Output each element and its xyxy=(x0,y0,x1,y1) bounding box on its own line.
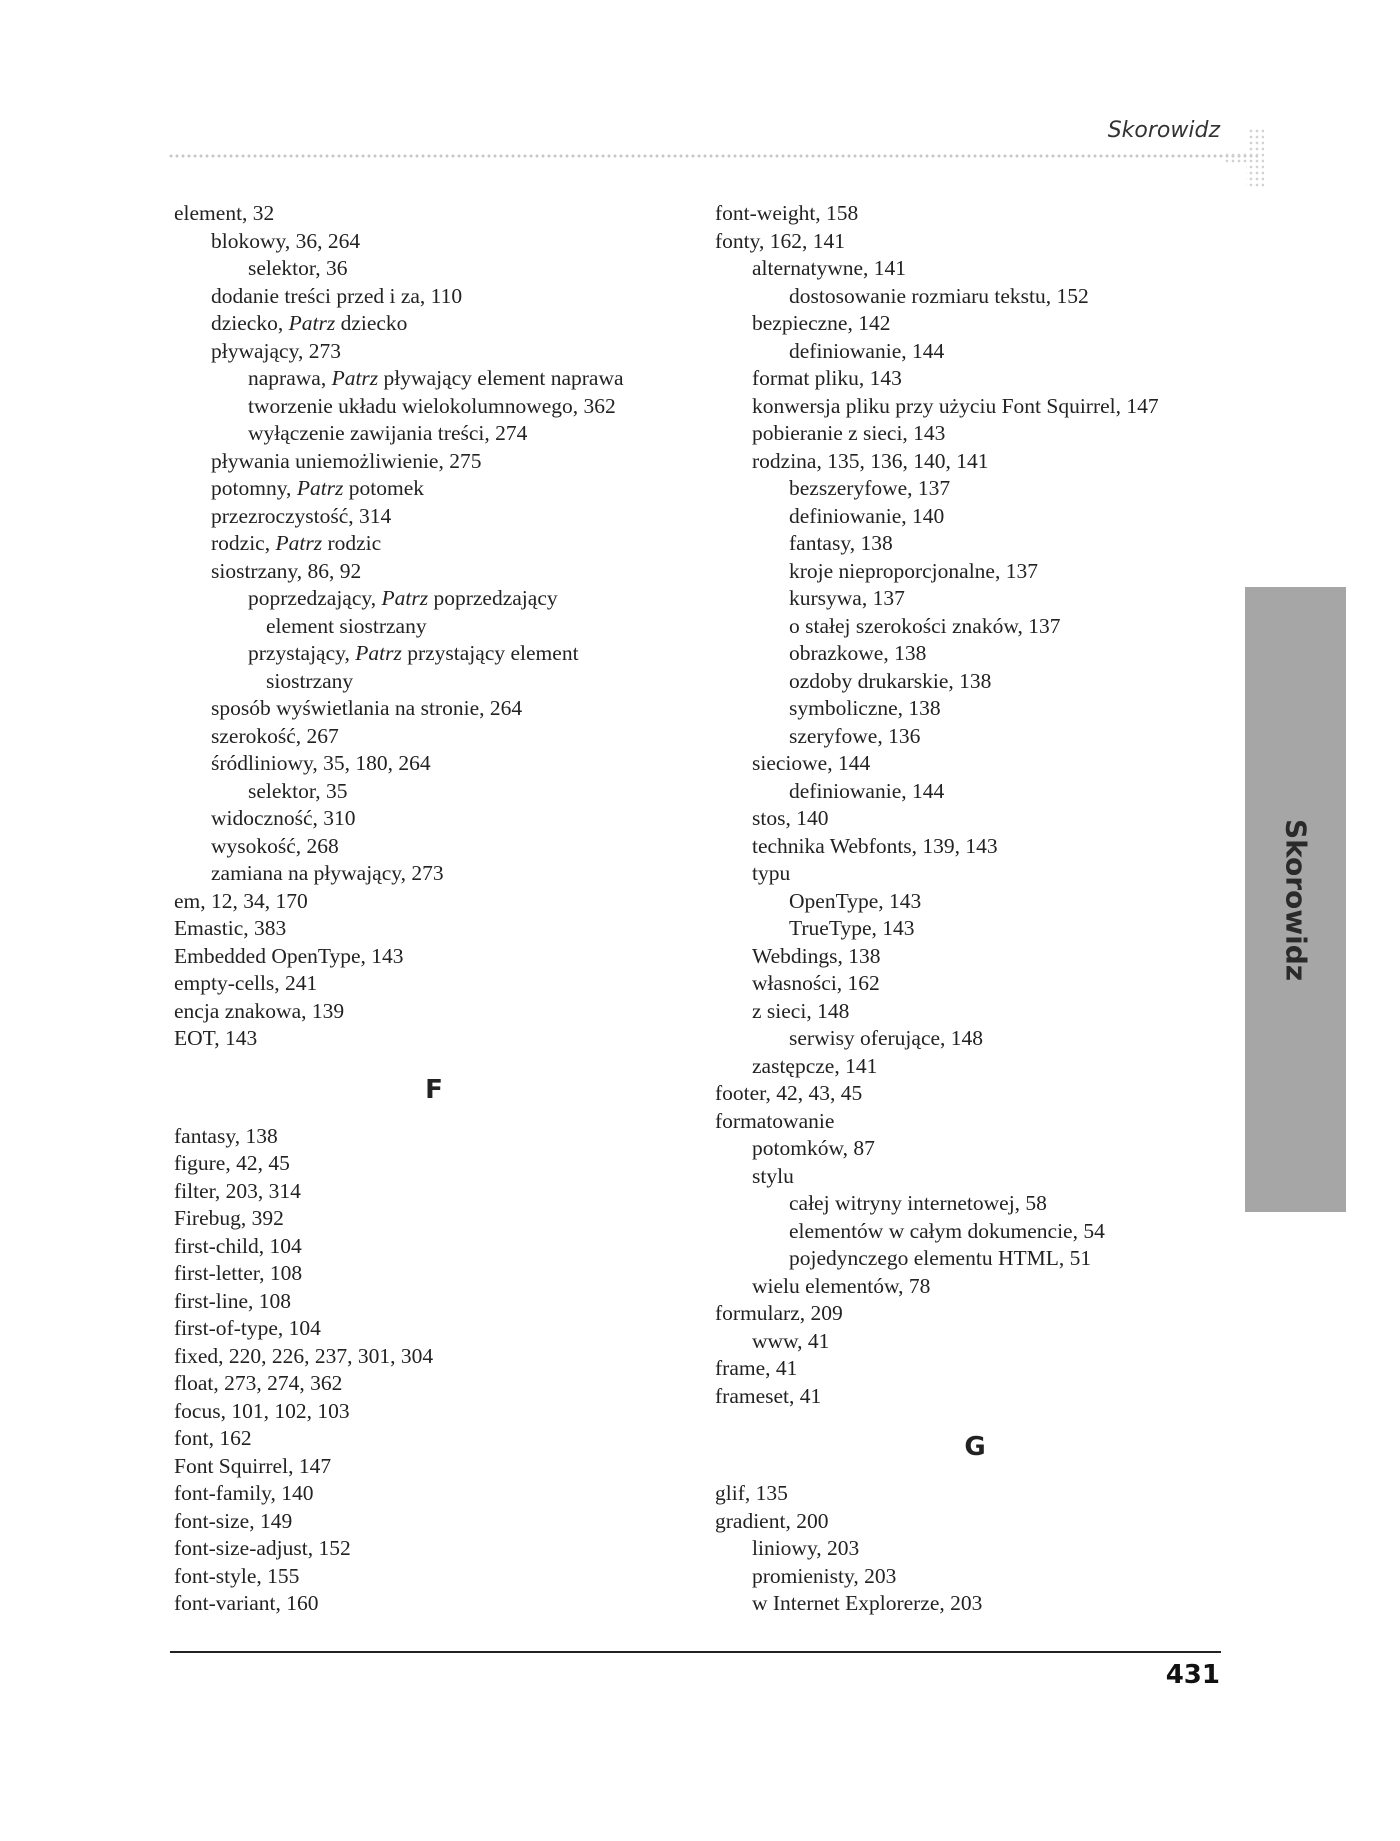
index-entry xyxy=(715,1108,1235,1136)
entry-text: formularz, 209 xyxy=(715,1301,843,1325)
index-entry xyxy=(174,283,694,311)
index-entry xyxy=(174,310,694,338)
entry-text: first-letter, 108 xyxy=(174,1261,303,1285)
entry-text: pływający element naprawa xyxy=(378,366,624,390)
entry-text: pobieranie z sieci, 143 xyxy=(752,421,946,445)
entry-text: przystający element xyxy=(401,641,579,665)
index-entry xyxy=(174,888,694,916)
index-entry xyxy=(174,970,694,998)
index-entry xyxy=(715,338,1235,366)
index-entry xyxy=(174,503,694,531)
page-number: 431 xyxy=(1165,1660,1220,1690)
entry-text: kroje nieproporcjonalne, 137 xyxy=(789,558,1038,583)
index-entry xyxy=(174,1150,694,1178)
entry-text: potomek xyxy=(343,476,425,500)
index-entry xyxy=(715,1590,1235,1618)
index-entry xyxy=(174,1315,694,1343)
entry-text: definiowanie, 140 xyxy=(789,503,945,528)
index-entry xyxy=(174,1563,694,1591)
index-entry xyxy=(174,393,694,421)
index-entry xyxy=(174,750,694,778)
entry-text: Emastic, 383 xyxy=(174,916,287,940)
index-entry xyxy=(715,365,1235,393)
index-entry xyxy=(715,833,1235,861)
index-column-left xyxy=(174,200,694,1618)
see-reference: Patrz xyxy=(355,641,402,665)
index-entry xyxy=(715,860,1235,888)
entry-text: sieciowe, 144 xyxy=(752,751,871,775)
entry-text: first-of-type, 104 xyxy=(174,1316,321,1340)
index-entry xyxy=(715,1508,1235,1536)
see-reference: Patrz xyxy=(296,476,344,500)
entry-text: first-child, 104 xyxy=(174,1233,302,1258)
entry-text: wielu elementów, 78 xyxy=(752,1273,931,1298)
index-entry xyxy=(174,1453,694,1481)
entry-text: stos, 140 xyxy=(752,806,829,830)
index-entry xyxy=(715,943,1235,971)
section-side-tab xyxy=(1245,587,1346,1212)
index-entry xyxy=(174,1233,694,1261)
entry-text: rodzic, xyxy=(211,531,276,555)
entry-text: bezpieczne, 142 xyxy=(752,311,891,335)
entry-text: obrazkowe, 138 xyxy=(789,641,927,665)
index-entry xyxy=(174,1288,694,1316)
entry-text: przystający, xyxy=(248,641,356,665)
index-entry xyxy=(715,530,1235,558)
index-entry xyxy=(174,1025,694,1053)
entry-text: naprawa, xyxy=(248,366,332,390)
index-entry xyxy=(715,1300,1235,1328)
entry-text: wyłączenie zawijania treści, 274 xyxy=(248,421,528,445)
entry-text: technika Webfonts, 139, 143 xyxy=(752,833,998,858)
entry-text: OpenType, 143 xyxy=(789,888,922,913)
index-entry xyxy=(174,420,694,448)
entry-text: footer, 42, 43, 45 xyxy=(715,1081,863,1105)
index-entry xyxy=(715,1563,1235,1591)
index-entry xyxy=(174,200,694,228)
entry-text: www, 41 xyxy=(752,1328,830,1353)
index-column-right xyxy=(715,200,1235,1618)
index-entry xyxy=(715,613,1235,641)
index-entry xyxy=(715,805,1235,833)
index-entry xyxy=(715,723,1235,751)
entry-text: z sieci, 148 xyxy=(752,998,850,1023)
index-entry xyxy=(715,1328,1235,1356)
entry-text: liniowy, 203 xyxy=(752,1536,860,1560)
entry-text: font-weight, 158 xyxy=(715,201,859,225)
entry-text: float, 273, 274, 362 xyxy=(174,1371,343,1395)
entry-text: zastępcze, 141 xyxy=(752,1053,878,1078)
section-letter-heading: F xyxy=(425,1074,443,1105)
index-entry xyxy=(715,283,1235,311)
entry-text: Font Squirrel, 147 xyxy=(174,1453,332,1478)
index-entry xyxy=(715,1355,1235,1383)
entry-text: font-size-adjust, 152 xyxy=(174,1536,351,1560)
entry-text: fantasy, 138 xyxy=(789,531,893,555)
entry-text: rodzina, 135, 136, 140, 141 xyxy=(752,448,989,473)
entry-text: serwisy oferujące, 148 xyxy=(789,1026,984,1050)
entry-text: font-style, 155 xyxy=(174,1563,300,1588)
entry-text: śródliniowy, 35, 180, 264 xyxy=(211,751,431,775)
index-entry xyxy=(715,1135,1235,1163)
index-entry xyxy=(715,475,1235,503)
index-entry xyxy=(715,695,1235,723)
entry-text: fixed, 220, 226, 237, 301, 304 xyxy=(174,1343,434,1368)
index-entry xyxy=(174,695,694,723)
index-entry xyxy=(174,805,694,833)
entry-text: ozdoby drukarskie, 138 xyxy=(789,668,992,693)
index-entry xyxy=(715,255,1235,283)
index-entry xyxy=(174,1205,694,1233)
entry-text: wysokość, 268 xyxy=(211,833,339,858)
index-entry xyxy=(715,1383,1235,1411)
index-entry xyxy=(715,420,1235,448)
index-entry xyxy=(174,475,694,503)
entry-text: pływający, 273 xyxy=(211,338,341,363)
entry-text: encja znakowa, 139 xyxy=(174,998,345,1023)
index-entry xyxy=(715,228,1235,256)
index-entry xyxy=(715,1273,1235,1301)
index-entry xyxy=(715,1190,1235,1218)
entry-text: definiowanie, 144 xyxy=(789,778,945,803)
index-entry xyxy=(174,640,694,668)
index-entry xyxy=(174,255,694,283)
index-entry xyxy=(174,778,694,806)
index-entry xyxy=(174,558,694,586)
index-entry xyxy=(174,668,694,696)
index-entry xyxy=(174,723,694,751)
dotted-header-rule xyxy=(168,153,1258,159)
entry-text: szeryfowe, 136 xyxy=(789,723,921,748)
index-entry xyxy=(715,1025,1235,1053)
index-entry xyxy=(174,1260,694,1288)
entry-text: sposób wyświetlania na stronie, 264 xyxy=(211,696,523,720)
index-entry xyxy=(715,668,1235,696)
index-entry xyxy=(715,970,1235,998)
index-entry xyxy=(715,393,1235,421)
entry-text: empty-cells, 241 xyxy=(174,971,318,995)
index-entry xyxy=(174,1480,694,1508)
entry-text: Firebug, 392 xyxy=(174,1206,284,1230)
entry-text: bezszeryfowe, 137 xyxy=(789,476,951,500)
entry-text: poprzedzający, xyxy=(248,586,382,610)
entry-text: kursywa, 137 xyxy=(789,586,905,610)
section-letter-heading: G xyxy=(964,1432,986,1462)
entry-text: format pliku, 143 xyxy=(752,366,902,390)
index-entry xyxy=(174,943,694,971)
index-entry xyxy=(715,915,1235,943)
index-entry xyxy=(174,530,694,558)
entry-text: alternatywne, 141 xyxy=(752,256,907,280)
entry-text: em, 12, 34, 170 xyxy=(174,888,308,913)
entry-text: focus, 101, 102, 103 xyxy=(174,1398,350,1423)
entry-text: dodanie treści przed i za, 110 xyxy=(211,283,463,308)
index-entry xyxy=(174,915,694,943)
index-entry xyxy=(715,1218,1235,1246)
entry-text: zamiana na pływający, 273 xyxy=(211,861,444,885)
entry-text: frame, 41 xyxy=(715,1356,798,1380)
entry-text: dziecko xyxy=(335,311,408,335)
index-entry xyxy=(715,448,1235,476)
entry-text: fantasy, 138 xyxy=(174,1123,278,1148)
see-reference: Patrz xyxy=(381,586,429,610)
entry-text: blokowy, 36, 264 xyxy=(211,228,361,253)
index-entry xyxy=(174,1398,694,1426)
entry-text: poprzedzający xyxy=(428,586,558,610)
entry-text: font-family, 140 xyxy=(174,1481,314,1505)
index-entry xyxy=(715,310,1235,338)
entry-text: glif, 135 xyxy=(715,1481,788,1505)
index-entry xyxy=(174,1343,694,1371)
entry-text: przezroczystość, 314 xyxy=(211,503,392,528)
entry-text: selektor, 36 xyxy=(248,256,348,280)
entry-text: promienisty, 203 xyxy=(752,1563,897,1588)
index-entry xyxy=(174,448,694,476)
index-entry xyxy=(715,1163,1235,1191)
entry-text: potomny, xyxy=(211,476,297,500)
entry-text: potomków, 87 xyxy=(752,1136,875,1160)
entry-text: dziecko, xyxy=(211,311,289,335)
entry-text: definiowanie, 144 xyxy=(789,338,945,363)
entry-text: filter, 203, 314 xyxy=(174,1178,301,1203)
entry-text: element, 32 xyxy=(174,201,275,225)
index-entry xyxy=(715,888,1235,916)
corner-dots-ornament xyxy=(1224,128,1264,188)
see-reference: Patrz xyxy=(275,531,323,555)
index-entry xyxy=(715,1053,1235,1081)
index-entry xyxy=(174,228,694,256)
entry-text: szerokość, 267 xyxy=(211,723,339,748)
entry-text: Webdings, 138 xyxy=(752,943,881,968)
entry-text: własności, 162 xyxy=(752,971,880,995)
entry-text: w Internet Explorerze, 203 xyxy=(752,1591,983,1615)
entry-text: Embedded OpenType, 143 xyxy=(174,943,404,968)
index-entry xyxy=(715,750,1235,778)
index-entry xyxy=(715,1080,1235,1108)
index-entry xyxy=(174,1590,694,1618)
index-entry xyxy=(715,200,1235,228)
entry-text: stylu xyxy=(752,1163,794,1188)
index-entry xyxy=(715,1535,1235,1563)
entry-text: typu xyxy=(752,861,791,885)
entry-text: pojedynczego elementu HTML, 51 xyxy=(789,1246,1092,1270)
entry-text: formatowanie xyxy=(715,1108,835,1133)
entry-text: TrueType, 143 xyxy=(789,916,915,940)
entry-text: całej witryny internetowej, 58 xyxy=(789,1191,1047,1215)
index-entry xyxy=(715,998,1235,1026)
entry-text: first-line, 108 xyxy=(174,1288,292,1313)
entry-text: element siostrzany xyxy=(266,613,427,638)
index-entry xyxy=(174,585,694,613)
entry-text: font-variant, 160 xyxy=(174,1591,319,1615)
entry-text: EOT, 143 xyxy=(174,1026,258,1050)
entry-text: symboliczne, 138 xyxy=(789,696,941,720)
index-entry xyxy=(174,613,694,641)
index-entry xyxy=(715,778,1235,806)
entry-text: siostrzany xyxy=(266,668,354,693)
index-entry xyxy=(174,1425,694,1453)
entry-text: konwersja pliku przy użyciu Font Squirrel, 147 xyxy=(752,393,1159,418)
index-entry xyxy=(715,503,1235,531)
index-entry xyxy=(715,558,1235,586)
index-entry xyxy=(174,365,694,393)
see-reference: Patrz xyxy=(288,311,336,335)
index-entry xyxy=(174,860,694,888)
entry-text: frameset, 41 xyxy=(715,1383,822,1408)
index-entry xyxy=(174,998,694,1026)
entry-text: font, 162 xyxy=(174,1426,252,1450)
entry-text: gradient, 200 xyxy=(715,1508,829,1533)
entry-text: fonty, 162, 141 xyxy=(715,228,845,253)
index-entry xyxy=(174,1123,694,1151)
index-entry xyxy=(715,1245,1235,1273)
index-entry xyxy=(174,1178,694,1206)
index-entry xyxy=(174,1508,694,1536)
entry-text: o stałej szerokości znaków, 137 xyxy=(789,613,1061,638)
entry-text: rodzic xyxy=(322,531,382,555)
entry-text: siostrzany, 86, 92 xyxy=(211,558,362,583)
index-entry xyxy=(715,640,1235,668)
index-entry xyxy=(174,1535,694,1563)
index-entry xyxy=(174,1370,694,1398)
entry-text: tworzenie układu wielokolumnowego, 362 xyxy=(248,393,616,418)
index-entry xyxy=(715,585,1235,613)
index-entry xyxy=(715,1480,1235,1508)
entry-text: pływania uniemożliwienie, 275 xyxy=(211,448,482,473)
entry-text: dostosowanie rozmiaru tekstu, 152 xyxy=(789,283,1089,308)
entry-text: figure, 42, 45 xyxy=(174,1151,290,1175)
entry-text: elementów w całym dokumencie, 54 xyxy=(789,1218,1105,1243)
entry-text: font-size, 149 xyxy=(174,1508,293,1533)
entry-text: selektor, 35 xyxy=(248,778,348,803)
see-reference: Patrz xyxy=(331,366,379,390)
footer-rule xyxy=(170,1651,1221,1653)
index-entry xyxy=(174,338,694,366)
index-entry xyxy=(174,833,694,861)
running-header-title: Skorowidz xyxy=(1107,118,1220,143)
side-tab-label: Skorowidz xyxy=(1279,818,1312,981)
entry-text: widoczność, 310 xyxy=(211,806,356,830)
